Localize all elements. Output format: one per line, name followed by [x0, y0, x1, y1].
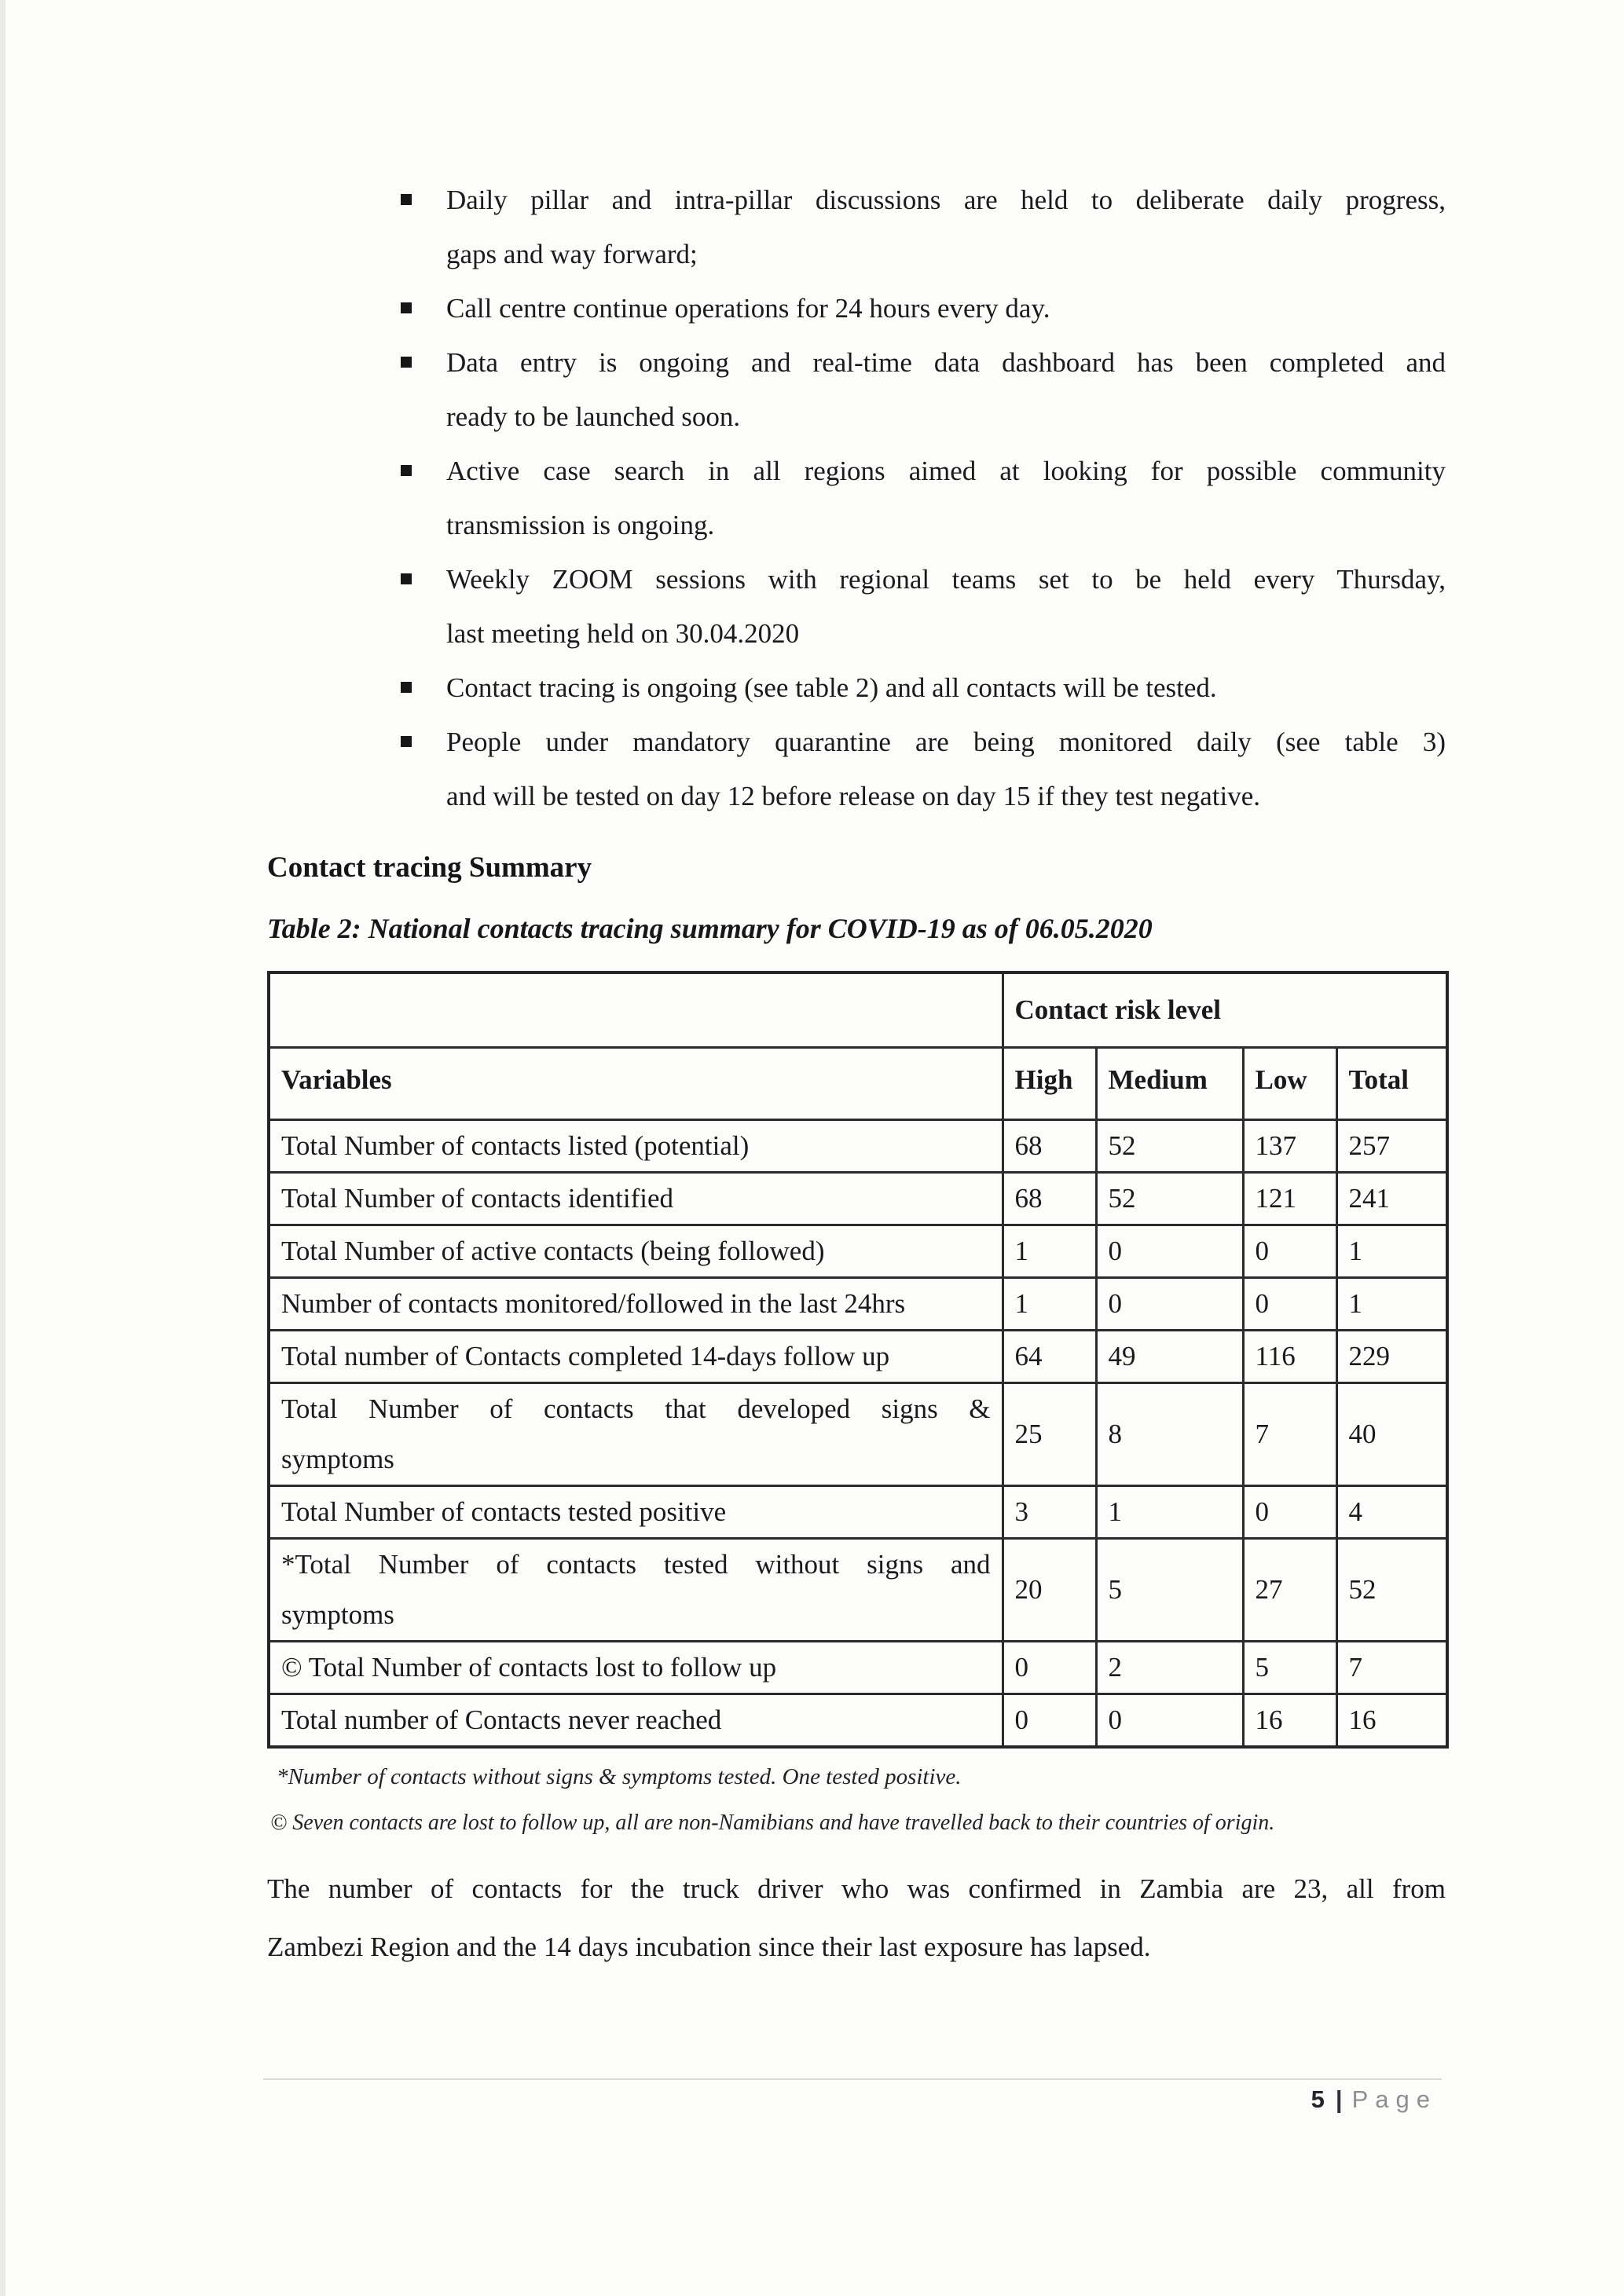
low-cell: 0: [1243, 1485, 1336, 1538]
variable-cell: Total number of Contacts completed 14-days follow up: [269, 1330, 1003, 1382]
total-cell: 7: [1336, 1641, 1447, 1694]
medium-cell: 2: [1096, 1641, 1243, 1694]
variable-cell: [269, 1538, 1003, 1641]
variable-line: *Total Number of contacts tested without signs and: [281, 1548, 991, 1580]
low-cell: 0: [1243, 1225, 1336, 1277]
bullet-line: Contact tracing is ongoing (see table 2) and all contacts will be tested.: [446, 672, 1217, 703]
table-row: [269, 1694, 1447, 1747]
medium-cell: 0: [1096, 1225, 1243, 1277]
low-cell: 5: [1243, 1641, 1336, 1694]
medium-cell: 52: [1096, 1172, 1243, 1225]
variable-cell: Total Number of contacts tested positive: [269, 1485, 1003, 1538]
bullet-line: Active case search in all regions aimed at looking for possible community: [446, 456, 1446, 486]
footer-rule: [263, 2078, 1442, 2080]
column-header-high: High: [1003, 1047, 1096, 1119]
medium-cell: 49: [1096, 1330, 1243, 1382]
table-row: [269, 1538, 1447, 1641]
table-row: [269, 1172, 1447, 1225]
bullet-square-icon: [401, 465, 412, 476]
table-caption: Table 2: National contacts tracing summary for COVID-19 as of 06.05.2020: [267, 913, 1153, 944]
high-cell: 25: [1003, 1382, 1096, 1485]
low-cell: 27: [1243, 1538, 1336, 1641]
low-cell: 0: [1243, 1277, 1336, 1330]
table-header-row-risk: [269, 972, 1447, 1047]
variable-cell: Total Number of active contacts (being followed): [269, 1225, 1003, 1277]
low-cell: 116: [1243, 1330, 1336, 1382]
paragraph-line: Zambezi Region and the 14 days incubation since their last exposure has lapsed.: [267, 1931, 1151, 1962]
table-row: [269, 1119, 1447, 1172]
bullet-line: gaps and way forward;: [446, 239, 698, 269]
total-cell: 241: [1336, 1172, 1447, 1225]
bullet-line: Weekly ZOOM sessions with regional teams set to be held every Thursday,: [446, 564, 1446, 595]
contacts-table: [267, 971, 1449, 1749]
footnote-asterisk: *Number of contacts without signs & symptoms tested. One tested positive.: [277, 1763, 962, 1789]
page-number-text: [263, 2085, 1442, 2115]
bullet-list: [267, 173, 1446, 823]
high-cell: 1: [1003, 1277, 1096, 1330]
closing-paragraph: [267, 1860, 1446, 1976]
table-row: [269, 1330, 1447, 1382]
risk-level-header: Contact risk level: [1003, 972, 1447, 1047]
list-item: [401, 173, 1446, 281]
table-row: [269, 1382, 1447, 1485]
page-number: 5: [1311, 2085, 1325, 2113]
bullet-square-icon: [401, 357, 412, 368]
variable-line: Total Number of contacts that developed signs &: [281, 1393, 991, 1424]
total-cell: 229: [1336, 1330, 1447, 1382]
bullet-line: and will be tested on day 12 before release on day 15 if they test negative.: [446, 781, 1261, 811]
bullet-line: Daily pillar and intra-pillar discussions are held to deliberate daily progress,: [446, 185, 1446, 215]
bullet-line: transmission is ongoing.: [446, 510, 715, 540]
high-cell: 0: [1003, 1641, 1096, 1694]
medium-cell: 0: [1096, 1694, 1243, 1747]
bullet-square-icon: [401, 194, 412, 205]
medium-cell: 8: [1096, 1382, 1243, 1485]
table-header-row-columns: [269, 1047, 1447, 1119]
variable-line: symptoms: [281, 1443, 394, 1474]
table-row: [269, 1485, 1447, 1538]
column-header-low: Low: [1243, 1047, 1336, 1119]
medium-cell: 5: [1096, 1538, 1243, 1641]
total-cell: 257: [1336, 1119, 1447, 1172]
footnote-copyright: © Seven contacts are lost to follow up, all are non-Namibians and have travelled back to their countries of origin.: [270, 1810, 1275, 1835]
high-cell: 0: [1003, 1694, 1096, 1747]
list-item: [401, 715, 1446, 823]
table-row: [269, 1277, 1447, 1330]
high-cell: 64: [1003, 1330, 1096, 1382]
medium-cell: 52: [1096, 1119, 1243, 1172]
footer-separator: |: [1335, 2085, 1343, 2113]
bullet-line: Call centre continue operations for 24 hours every day.: [446, 293, 1050, 324]
list-item: [401, 661, 1446, 715]
variable-cell: Total number of Contacts never reached: [269, 1694, 1003, 1747]
column-header-variables: Variables: [269, 1047, 1003, 1119]
bullet-line: People under mandatory quarantine are being monitored daily (see table 3): [446, 727, 1446, 757]
list-item: [401, 444, 1446, 552]
list-item: [401, 281, 1446, 335]
variable-cell: Total Number of contacts listed (potential): [269, 1119, 1003, 1172]
bullet-line: Data entry is ongoing and real-time data dashboard has been completed and: [446, 347, 1446, 378]
variable-line: symptoms: [281, 1598, 394, 1630]
medium-cell: 0: [1096, 1277, 1243, 1330]
variable-cell: Number of contacts monitored/followed in the last 24hrs: [269, 1277, 1003, 1330]
high-cell: 20: [1003, 1538, 1096, 1641]
paragraph-line: The number of contacts for the truck driver who was confirmed in Zambia are 23, all from: [267, 1873, 1446, 1904]
list-item: [401, 552, 1446, 661]
low-cell: 7: [1243, 1382, 1336, 1485]
high-cell: 1: [1003, 1225, 1096, 1277]
variable-cell: © Total Number of contacts lost to follow up: [269, 1641, 1003, 1694]
page-label: Page: [1351, 2085, 1437, 2113]
column-header-medium: Medium: [1096, 1047, 1243, 1119]
total-cell: 4: [1336, 1485, 1447, 1538]
column-header-total: Total: [1336, 1047, 1447, 1119]
list-item: [401, 335, 1446, 444]
total-cell: 1: [1336, 1225, 1447, 1277]
high-cell: 3: [1003, 1485, 1096, 1538]
low-cell: 121: [1243, 1172, 1336, 1225]
blank-header-cell: [269, 972, 1003, 1047]
page-content: [267, 0, 1446, 1976]
variable-cell: Total Number of contacts identified: [269, 1172, 1003, 1225]
high-cell: 68: [1003, 1119, 1096, 1172]
table-row: [269, 1641, 1447, 1694]
section-heading: Contact tracing Summary: [267, 851, 592, 884]
bullet-line: last meeting held on 30.04.2020: [446, 618, 800, 649]
bullet-square-icon: [401, 736, 412, 747]
medium-cell: 1: [1096, 1485, 1243, 1538]
low-cell: 16: [1243, 1694, 1336, 1747]
total-cell: 40: [1336, 1382, 1447, 1485]
bullet-square-icon: [401, 573, 412, 584]
total-cell: 52: [1336, 1538, 1447, 1641]
variable-cell: [269, 1382, 1003, 1485]
total-cell: 16: [1336, 1694, 1447, 1747]
page-footer: [263, 2078, 1442, 2115]
scan-edge-artifact: [0, 0, 5, 2296]
bullet-line: ready to be launched soon.: [446, 401, 741, 432]
table-row: [269, 1225, 1447, 1277]
total-cell: 1: [1336, 1277, 1447, 1330]
high-cell: 68: [1003, 1172, 1096, 1225]
bullet-square-icon: [401, 682, 412, 693]
low-cell: 137: [1243, 1119, 1336, 1172]
bullet-square-icon: [401, 302, 412, 313]
